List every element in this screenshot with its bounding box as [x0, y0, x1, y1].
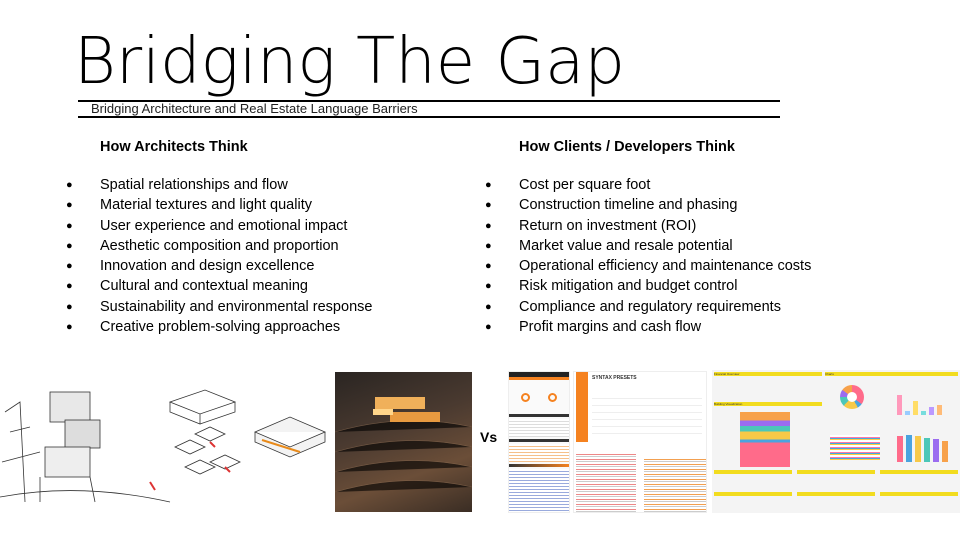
list-item [485, 297, 811, 317]
list-item [66, 317, 372, 337]
list-item [485, 276, 811, 296]
list-item-text: Risk mitigation and budget control [519, 278, 738, 295]
list-item-text: Creative problem-solving approaches [100, 319, 341, 336]
list-item [66, 216, 372, 236]
list-item-text: Market value and resale potential [519, 237, 733, 254]
bullet-icon: ● [66, 199, 73, 212]
list-item [66, 297, 373, 317]
list-item-text: Construction timeline and phasing [519, 197, 738, 214]
title-divider-bottom [78, 116, 780, 118]
list-item [66, 276, 372, 296]
list-item-text: Innovation and design excellence [100, 258, 315, 275]
versus-label: Vs [480, 429, 498, 445]
syntax-presets-title: SYNTAX PRESETS [592, 375, 637, 381]
architects-list [66, 175, 373, 337]
list-item [485, 175, 811, 195]
list-item [66, 175, 372, 195]
list-item [485, 236, 811, 256]
bullet-icon: ● [485, 239, 492, 252]
list-item [485, 195, 811, 215]
architects-heading: How Architects Think [100, 139, 248, 155]
slide-title: Bridging The Gap [74, 25, 625, 99]
bullet-icon: ● [66, 179, 73, 191]
financial-dashboard-screenshot: Financial Overview Charts Building Visualization [712, 370, 960, 513]
bullet-icon: ● [66, 239, 73, 252]
slide-subtitle: Bridging Architecture and Real Estate Language Barriers [91, 101, 418, 116]
architectural-model-photo [335, 372, 472, 512]
list-item [66, 256, 372, 276]
list-item-text: Cost per square foot [519, 177, 651, 193]
architectural-sketch-image [0, 372, 330, 512]
clients-column [485, 139, 812, 337]
list-item [66, 236, 372, 256]
bullet-icon: ● [485, 179, 492, 191]
clients-heading: How Clients / Developers Think [519, 139, 735, 155]
list-item-text: Spatial relationships and flow [100, 177, 288, 193]
list-item-text: Profit margins and cash flow [519, 319, 702, 336]
list-item [485, 256, 812, 276]
list-item [485, 216, 811, 236]
clients-list [485, 175, 812, 337]
bullet-icon: ● [485, 300, 492, 313]
list-item [485, 317, 811, 337]
software-screenshot-left [508, 371, 570, 513]
list-item [66, 195, 372, 215]
bullet-icon: ● [66, 260, 73, 273]
bullet-icon: ● [485, 321, 492, 334]
bullet-icon: ● [66, 321, 73, 334]
bullet-icon: ● [485, 219, 492, 232]
list-item-text: Material textures and light quality [100, 197, 312, 214]
list-item-text: Compliance and regulatory requirements [519, 298, 781, 315]
list-item-text: User experience and emotional impact [100, 217, 348, 234]
bullet-icon: ● [66, 300, 73, 313]
bullet-icon: ● [66, 280, 73, 293]
list-item-text: Sustainability and environmental response [100, 298, 373, 315]
architects-column [66, 139, 373, 337]
bullet-icon: ● [485, 280, 492, 293]
bullet-icon: ● [485, 199, 492, 212]
bullet-icon: ● [66, 219, 73, 232]
list-item-text: Operational efficiency and maintenance costs [519, 258, 812, 275]
syntax-presets-screenshot [573, 371, 707, 513]
bullet-icon: ● [485, 260, 492, 273]
list-item-text: Aesthetic composition and proportion [100, 237, 339, 254]
list-item-text: Cultural and contextual meaning [100, 278, 308, 295]
list-item-text: Return on investment (ROI) [519, 217, 697, 234]
